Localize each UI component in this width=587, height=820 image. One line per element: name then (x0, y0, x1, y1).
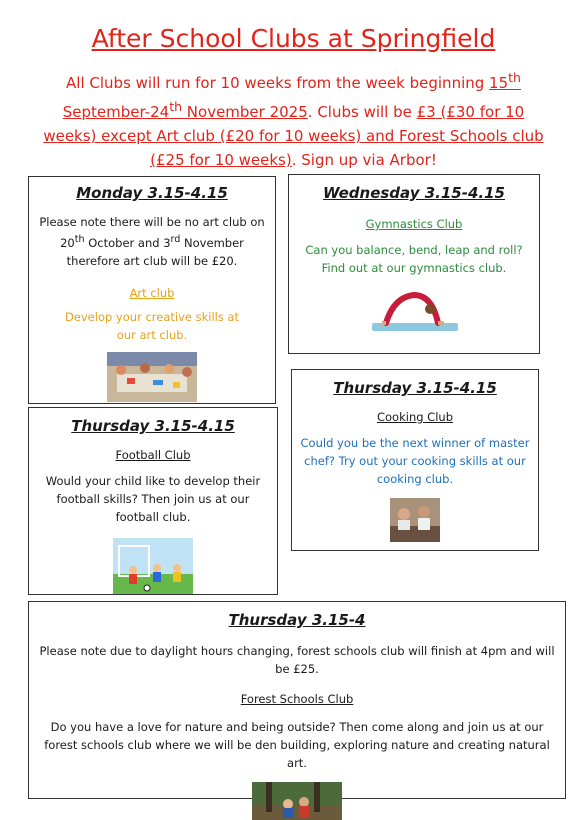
art-club-title: Art club (129, 285, 175, 300)
thursday-cooking-box (291, 369, 539, 551)
monday-note: Please note there will be no art club on 20th October and 3rd November therefore art club will be £20. (39, 215, 265, 268)
cooking-club-title: Cooking Club (376, 410, 453, 424)
cooking-heading: Thursday 3.15-4.15 (333, 379, 497, 397)
page-title: After School Clubs at Springfield (91, 24, 496, 53)
forest-club-description: Do you have a love for nature and being outside? Then come along and join us at our forest schools club where we will be den building, exploring nature and creating natural art. (44, 720, 550, 770)
cooking-photo (390, 498, 440, 542)
forest-photo (252, 782, 342, 820)
gymnastics-photo (364, 285, 464, 333)
art-club-photo (107, 352, 197, 402)
monday-heading: Monday 3.15-4.15 (76, 184, 228, 202)
art-club-description: Develop your creative skills at our art club. (64, 309, 240, 342)
gymnastics-club-title: Gymnastics Club (365, 217, 463, 231)
thursday-forest-box (28, 601, 566, 799)
forest-note: Please note due to daylight hours changing, forest schools club will finish at 4pm and will be £25. (39, 644, 555, 676)
gymnastics-club-description: Can you balance, bend, leap and roll? Find out at our gymnastics club. (305, 243, 523, 275)
forest-club-title: Forest Schools Club (240, 692, 354, 706)
wednesday-heading: Wednesday 3.15-4.15 (323, 184, 505, 202)
wednesday-box (288, 174, 540, 354)
football-heading: Thursday 3.15-4.15 (71, 417, 235, 435)
football-photo (113, 538, 193, 594)
monday-box (28, 176, 276, 404)
forest-heading: Thursday 3.15-4 (228, 611, 366, 629)
intro-text: All Clubs will run for 10 weeks from the week beginning 15th September-24th November 2025. Clubs will be £3 (£30 for 10 weeks) except Art club (£20 for 10 weeks) and Forest Schools club (£25 for 10 weeks). Sign up via Arbor! (43, 70, 544, 169)
football-club-description: Would your child like to develop their football skills? Then join us at our football club. (45, 474, 261, 524)
thursday-football-box (28, 407, 278, 595)
football-club-title: Football Club (115, 448, 191, 462)
cooking-club-description: Could you be the next winner of master chef? Try out your cooking skills at our cooking club. (300, 436, 530, 486)
